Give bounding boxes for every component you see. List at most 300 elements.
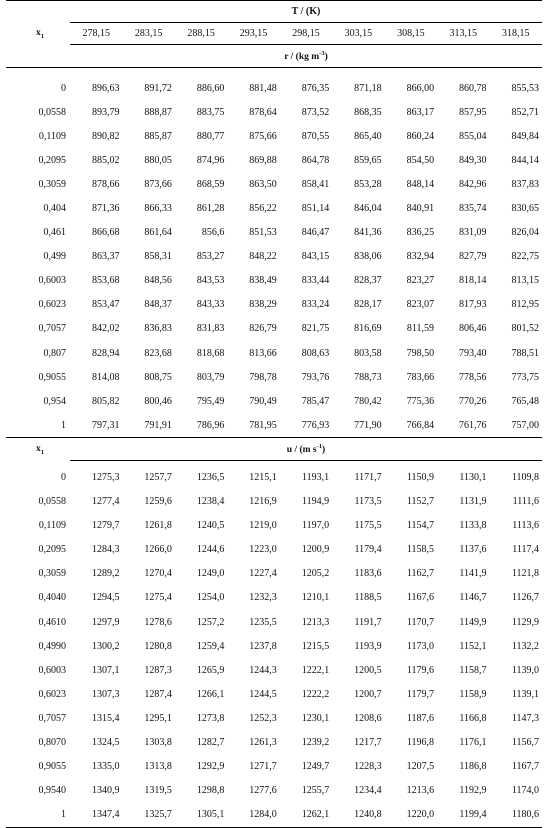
sound-x1-cell: 0,4610 (38, 616, 66, 628)
density-x1-cell: 0,6003 (38, 275, 66, 287)
sound-x1-cell: 0,9540 (38, 785, 66, 797)
sound-value-cell: 1147,3 (511, 712, 539, 724)
sound-value-cell: 1113,6 (512, 520, 539, 532)
temperature-3: 293,15 (239, 28, 268, 39)
sound-value-cell: 1200,7 (354, 688, 382, 700)
density-value-cell: 770,26 (459, 395, 487, 407)
density-row (6, 221, 542, 245)
sound-value-cell: 1196,8 (406, 736, 435, 748)
density-value-cell: 860,24 (406, 130, 435, 142)
density-value-cell: 873,66 (144, 178, 172, 190)
density-value-cell: 835,74 (459, 203, 487, 215)
density-value-cell: 828,94 (91, 347, 120, 359)
density-value-cell: 793,40 (459, 347, 487, 359)
density-row (6, 196, 542, 220)
density-value-cell: 846,04 (354, 203, 382, 215)
sound-value-cell: 1240,8 (332, 803, 384, 828)
density-value-cell: 878,66 (91, 178, 120, 190)
sound-x1-cell: 0,6023 (38, 688, 66, 700)
density-unit-row (6, 45, 542, 68)
density-value-cell: 865,40 (354, 130, 382, 142)
density-x1-cell: 0,9055 (38, 371, 66, 383)
density-value-cell: 766,84 (385, 413, 437, 438)
temperature-7: 313,15 (449, 28, 478, 39)
sound-value-cell: 1200,9 (301, 544, 330, 556)
density-value-cell: 863,37 (91, 251, 120, 263)
sound-row (6, 803, 542, 828)
density-value-cell: 868,59 (196, 178, 225, 190)
density-value-cell: 785,47 (301, 395, 330, 407)
density-value-cell: 843,53 (196, 275, 225, 287)
density-row (6, 172, 542, 196)
density-value-cell: 848,14 (406, 178, 435, 190)
sound-value-cell: 1207,5 (406, 761, 435, 773)
sound-value-cell: 1170,7 (406, 616, 435, 628)
sound-value-cell: 1275,4 (144, 592, 172, 604)
density-x1-cell: 0,0558 (38, 106, 66, 118)
density-value-cell: 793,76 (301, 371, 330, 383)
density-row (6, 389, 542, 413)
density-value-cell: 818,68 (196, 347, 225, 359)
density-value-cell: 805,82 (91, 395, 120, 407)
sound-value-cell: 1152,1 (459, 640, 487, 652)
density-x1-cell: 0,7057 (38, 323, 66, 335)
sound-value-cell: 1287,3 (144, 664, 172, 676)
sound-value-cell: 1187,6 (406, 712, 435, 724)
sound-value-cell: 1298,8 (196, 785, 225, 797)
sound-value-cell: 1173,5 (354, 496, 382, 508)
sound-value-cell: 1188,5 (354, 592, 382, 604)
density-value-cell: 833,44 (301, 275, 330, 287)
sound-x1-cell: 0,0558 (38, 496, 66, 508)
sound-x1-cell: 0,2095 (38, 544, 66, 556)
density-value-cell: 864,78 (301, 154, 330, 166)
sound-value-cell: 1126,7 (511, 592, 539, 604)
density-value-cell: 853,28 (354, 178, 382, 190)
sound-value-cell: 1173,0 (406, 640, 435, 652)
sound-value-cell: 1282,7 (196, 736, 225, 748)
density-value-cell: 875,66 (249, 130, 277, 142)
density-row (6, 269, 542, 293)
density-value-cell: 826,79 (249, 323, 277, 335)
sound-value-cell: 1292,9 (196, 761, 225, 773)
sound-value-cell: 1137,6 (459, 544, 487, 556)
sound-value-cell: 1130,1 (459, 471, 487, 483)
density-value-cell: 803,79 (196, 371, 225, 383)
density-row (6, 100, 542, 124)
density-value-cell: 858,41 (301, 178, 330, 190)
density-x1-cell: 0,404 (43, 203, 66, 215)
sound-value-cell: 1347,4 (70, 803, 122, 828)
sound-row (6, 634, 542, 658)
density-value-cell: 890,82 (91, 130, 120, 142)
density-row (6, 341, 542, 365)
density-row (6, 148, 542, 172)
sound-value-cell: 1171,7 (354, 471, 382, 483)
density-x1-cell: 0,499 (43, 251, 66, 263)
sound-value-cell: 1259,6 (144, 496, 172, 508)
density-value-cell: 852,71 (511, 106, 539, 118)
sound-value-cell: 1249,0 (196, 568, 225, 580)
sound-value-cell: 1223,0 (249, 544, 277, 556)
sound-value-cell: 1183,6 (354, 568, 382, 580)
density-value-cell: 771,90 (332, 413, 384, 438)
sound-x1-cell: 0 (61, 471, 66, 483)
sound-value-cell: 1152,7 (406, 496, 435, 508)
temperature-6: 308,15 (397, 28, 425, 39)
density-row (6, 124, 542, 148)
sound-unit-label: u / (m $s^{-1}$) (286, 443, 326, 456)
density-value-cell: 791,91 (122, 413, 174, 438)
density-value-cell: 851,14 (301, 203, 330, 215)
density-value-cell: 773,75 (511, 371, 539, 383)
density-value-cell: 831,83 (196, 323, 225, 335)
density-value-cell: 849,30 (459, 154, 487, 166)
sound-value-cell: 1215,5 (301, 640, 330, 652)
density-value-cell: 866,00 (406, 82, 435, 94)
sound-value-cell: 1156,7 (511, 736, 539, 748)
density-value-cell: 840,91 (406, 203, 435, 215)
density-value-cell: 843,15 (301, 251, 330, 263)
density-value-cell: 831,09 (459, 227, 487, 239)
sound-value-cell: 1158,7 (459, 664, 487, 676)
density-x1-cell: 0,1109 (38, 130, 66, 142)
sound-value-cell: 1236,5 (196, 471, 225, 483)
density-value-cell: 883,75 (196, 106, 225, 118)
sound-value-cell: 1186,8 (459, 761, 487, 773)
density-value-cell: 848,56 (144, 275, 172, 287)
density-value-cell: 781,95 (227, 413, 279, 438)
density-value-cell: 861,64 (144, 227, 172, 239)
density-value-cell: 855,53 (511, 82, 539, 94)
density-value-cell: 844,14 (511, 154, 539, 166)
density-value-cell: 818,14 (459, 275, 487, 287)
density-value-cell: 842,96 (459, 178, 487, 190)
density-value-cell: 823,27 (406, 275, 435, 287)
sound-value-cell: 1222,1 (301, 664, 330, 676)
sound-row (6, 682, 542, 706)
density-row (6, 413, 542, 438)
sound-value-cell: 1284,3 (91, 544, 120, 556)
density-value-cell: 853,27 (196, 251, 225, 263)
sound-value-cell: 1149,9 (459, 616, 487, 628)
density-value-cell: 880,05 (144, 154, 172, 166)
density-value-cell: 801,52 (511, 323, 539, 335)
density-value-cell: 788,73 (354, 371, 382, 383)
sound-value-cell: 1303,8 (144, 736, 172, 748)
density-value-cell: 827,79 (459, 251, 487, 263)
density-value-cell: 821,75 (301, 323, 330, 335)
sound-row (6, 658, 542, 682)
density-value-cell: 866,33 (144, 203, 172, 215)
sound-value-cell: 1131,9 (459, 496, 487, 508)
sound-value-cell: 1261,3 (249, 736, 277, 748)
sound-value-cell: 1213,3 (301, 616, 330, 628)
density-value-cell: 856,22 (249, 203, 277, 215)
density-value-cell: 885,02 (91, 154, 120, 166)
sound-value-cell: 1280,8 (144, 640, 172, 652)
sound-x1-cell: 0,4990 (38, 640, 66, 652)
sound-value-cell: 1265,9 (196, 664, 225, 676)
density-value-cell: 878,64 (249, 106, 277, 118)
sound-value-cell: 1284,0 (227, 803, 279, 828)
density-value-cell: 849,84 (511, 130, 539, 142)
sound-value-cell: 1257,2 (196, 616, 225, 628)
sound-row (6, 562, 542, 586)
sound-value-cell: 1244,5 (249, 688, 277, 700)
sound-value-cell: 1228,3 (354, 761, 382, 773)
sound-value-cell: 1235,5 (249, 616, 277, 628)
sound-value-cell: 1271,7 (249, 761, 277, 773)
density-value-cell: 838,29 (249, 299, 277, 311)
temperature-values-row (6, 23, 542, 45)
properties-table (6, 0, 542, 828)
sound-value-cell: 1305,1 (175, 803, 227, 828)
sound-row (6, 706, 542, 730)
density-value-cell: 848,37 (144, 299, 172, 311)
density-x1-cell: 1 (6, 413, 70, 438)
density-value-cell: 860,78 (459, 82, 487, 94)
sound-value-cell: 1154,7 (406, 520, 435, 532)
sound-value-cell: 1150,9 (406, 471, 435, 483)
sound-value-cell: 1307,3 (91, 688, 120, 700)
sound-value-cell: 1219,0 (249, 520, 277, 532)
density-value-cell: 830,65 (511, 203, 539, 215)
density-value-cell: 854,50 (406, 154, 435, 166)
sound-value-cell: 1146,7 (459, 592, 487, 604)
sound-value-cell: 1193,1 (302, 471, 330, 483)
sound-value-cell: 1287,4 (144, 688, 172, 700)
density-value-cell: 813,66 (249, 347, 277, 359)
density-value-cell: 828,17 (354, 299, 382, 311)
x1-column-header: $x_1$ (36, 27, 44, 40)
density-row (6, 365, 542, 389)
density-value-cell: 858,31 (144, 251, 172, 263)
sound-value-cell: 1193,9 (354, 640, 382, 652)
sound-x1-cell: 1 (6, 803, 70, 828)
density-value-cell: 896,63 (91, 82, 120, 94)
density-value-cell: 869,88 (249, 154, 277, 166)
density-value-cell: 885,87 (144, 130, 172, 142)
sound-value-cell: 1315,4 (91, 712, 120, 724)
density-value-cell: 813,15 (511, 275, 539, 287)
sound-value-cell: 1175,5 (354, 520, 382, 532)
sound-value-cell: 1300,2 (91, 640, 120, 652)
sound-row (6, 538, 542, 562)
density-x1-cell: 0 (61, 82, 66, 94)
sound-value-cell: 1162,7 (406, 568, 435, 580)
density-value-cell: 823,68 (144, 347, 172, 359)
sound-value-cell: 1237,8 (249, 640, 277, 652)
sound-row (6, 730, 542, 754)
density-value-cell: 836,25 (406, 227, 435, 239)
sound-value-cell: 1197,0 (302, 520, 330, 532)
density-value-cell: 833,24 (301, 299, 330, 311)
sound-value-cell: 1205,2 (301, 568, 330, 580)
sound-x1-cell: 0,8070 (38, 736, 66, 748)
sound-value-cell: 1166,8 (459, 712, 487, 724)
temperature-0: 278,15 (82, 28, 110, 39)
sound-value-cell: 1313,8 (144, 761, 172, 773)
density-value-cell: 765,48 (511, 395, 539, 407)
density-value-cell: 873,52 (301, 106, 330, 118)
sound-value-cell: 1200,5 (354, 664, 382, 676)
sound-value-cell: 1167,7 (511, 761, 539, 773)
sound-value-cell: 1297,9 (91, 616, 120, 628)
density-value-cell: 855,04 (459, 130, 487, 142)
temperature-4: 298,15 (292, 28, 320, 39)
density-value-cell: 848,22 (249, 251, 277, 263)
density-value-cell: 876,35 (301, 82, 330, 94)
density-value-cell: 881,48 (249, 82, 277, 94)
density-value-cell: 788,51 (511, 347, 539, 359)
density-value-cell: 871,18 (354, 82, 382, 94)
density-row (6, 76, 542, 100)
sound-value-cell: 1257,7 (144, 471, 172, 483)
sound-value-cell: 1262,1 (280, 803, 332, 828)
density-value-cell: 891,72 (144, 82, 172, 94)
sound-value-cell: 1179,4 (354, 544, 382, 556)
density-value-cell: 808,63 (301, 347, 330, 359)
sound-value-cell: 1255,7 (301, 785, 330, 797)
sound-value-cell: 1222,2 (301, 688, 330, 700)
sound-value-cell: 1277,6 (249, 785, 277, 797)
sound-value-cell: 1208,6 (354, 712, 382, 724)
sound-value-cell: 1278,6 (144, 616, 172, 628)
density-x1-cell: 0,6023 (38, 299, 66, 311)
temperature-1: 283,15 (134, 28, 163, 39)
sound-value-cell: 1217,7 (354, 736, 382, 748)
sound-value-cell: 1213,6 (406, 785, 435, 797)
density-value-cell: 816,69 (354, 323, 382, 335)
sound-value-cell: 1325,7 (122, 803, 174, 828)
sound-value-cell: 1335,0 (91, 761, 120, 773)
sound-value-cell: 1277,4 (91, 496, 120, 508)
density-value-cell: 837,83 (511, 178, 539, 190)
sound-row (6, 514, 542, 538)
sound-value-cell: 1117,4 (512, 544, 539, 556)
sound-value-cell: 1199,4 (437, 803, 489, 828)
temperature-2: 288,15 (187, 28, 215, 39)
density-value-cell: 822,75 (511, 251, 539, 263)
density-value-cell: 893,79 (91, 106, 120, 118)
density-value-cell: 836,83 (144, 323, 172, 335)
sound-value-cell: 1252,3 (249, 712, 277, 724)
density-value-cell: 857,95 (459, 106, 487, 118)
density-value-cell: 863,50 (249, 178, 277, 190)
temperature-8: 318,15 (502, 28, 530, 39)
density-value-cell: 868,35 (354, 106, 382, 118)
sound-x1-header: $x_1$ (36, 443, 44, 456)
sound-value-cell: 1279,7 (91, 520, 120, 532)
sound-value-cell: 1324,5 (91, 736, 120, 748)
density-value-cell: 874,96 (196, 154, 225, 166)
sound-value-cell: 1129,9 (511, 616, 539, 628)
sound-row (6, 490, 542, 514)
sound-value-cell: 1261,8 (144, 520, 172, 532)
sound-value-cell: 1111,6 (512, 496, 539, 508)
sound-value-cell: 1180,6 (490, 803, 543, 828)
sound-value-cell: 1295,1 (144, 712, 172, 724)
sound-value-cell: 1210,1 (301, 592, 330, 604)
sound-value-cell: 1133,8 (459, 520, 487, 532)
sound-value-cell: 1167,6 (406, 592, 435, 604)
sound-row (6, 586, 542, 610)
density-x1-cell: 0,2095 (38, 154, 66, 166)
sound-value-cell: 1215,1 (249, 471, 277, 483)
density-value-cell: 811,59 (406, 323, 435, 335)
temperature-header-row (6, 1, 542, 23)
sound-value-cell: 1132,2 (511, 640, 539, 652)
density-value-cell: 846,47 (301, 227, 330, 239)
density-x1-cell: 0,807 (43, 347, 66, 359)
sound-value-cell: 1176,1 (459, 736, 487, 748)
sound-value-cell: 1216,9 (249, 496, 277, 508)
sound-value-cell: 1179,7 (406, 688, 435, 700)
density-value-cell: 886,60 (196, 82, 225, 94)
sound-row (6, 755, 542, 779)
density-value-cell: 842,02 (91, 323, 120, 335)
density-value-cell: 798,50 (406, 347, 435, 359)
sound-value-cell: 1121,8 (511, 568, 539, 580)
density-x1-cell: 0,3059 (38, 178, 66, 190)
density-value-cell: 798,78 (249, 371, 277, 383)
density-value-cell: 803,58 (354, 347, 382, 359)
sound-value-cell: 1227,4 (249, 568, 277, 580)
sound-value-cell: 1340,9 (91, 785, 120, 797)
density-value-cell: 863,17 (406, 106, 435, 118)
density-value-cell: 776,93 (280, 413, 332, 438)
sound-x1-cell: 0,6003 (38, 664, 66, 676)
sound-x1-cell: 0,7057 (38, 712, 66, 724)
density-value-cell: 859,65 (354, 154, 382, 166)
sound-row (6, 779, 542, 803)
density-row (6, 317, 542, 341)
sound-value-cell: 1266,1 (196, 688, 225, 700)
density-value-cell: 800,46 (144, 395, 172, 407)
sound-value-cell: 1244,6 (196, 544, 225, 556)
sound-value-cell: 1270,4 (144, 568, 172, 580)
sound-row (6, 610, 542, 634)
density-value-cell: 853,68 (91, 275, 120, 287)
density-value-cell: 843,33 (196, 299, 225, 311)
density-value-cell: 841,36 (354, 227, 382, 239)
density-x1-cell: 0,461 (43, 227, 66, 239)
density-value-cell: 790,49 (249, 395, 277, 407)
sound-x1-cell: 0,1109 (38, 520, 66, 532)
density-value-cell: 808,75 (144, 371, 172, 383)
density-unit-label: r / (kg $m^{-3}$) (70, 45, 542, 68)
sound-value-cell: 1275,3 (91, 471, 120, 483)
density-value-cell: 812,95 (511, 299, 539, 311)
sound-value-cell: 1230,1 (301, 712, 330, 724)
density-value-cell: 853,47 (91, 299, 120, 311)
sound-value-cell: 1238,4 (196, 496, 225, 508)
density-value-cell: 775,36 (406, 395, 435, 407)
density-value-cell: 832,94 (406, 251, 435, 263)
density-value-cell: 870,55 (301, 130, 330, 142)
sound-value-cell: 1158,9 (459, 688, 487, 700)
density-value-cell: 828,37 (354, 275, 382, 287)
density-value-cell: 797,31 (70, 413, 122, 438)
density-value-cell: 826,04 (511, 227, 539, 239)
sound-value-cell: 1307,1 (91, 664, 120, 676)
sound-x1-cell: 0,9055 (38, 761, 66, 773)
sound-value-cell: 1139,1 (511, 688, 539, 700)
density-value-cell: 786,96 (175, 413, 227, 438)
density-row (6, 293, 542, 317)
sound-value-cell: 1254,0 (196, 592, 225, 604)
